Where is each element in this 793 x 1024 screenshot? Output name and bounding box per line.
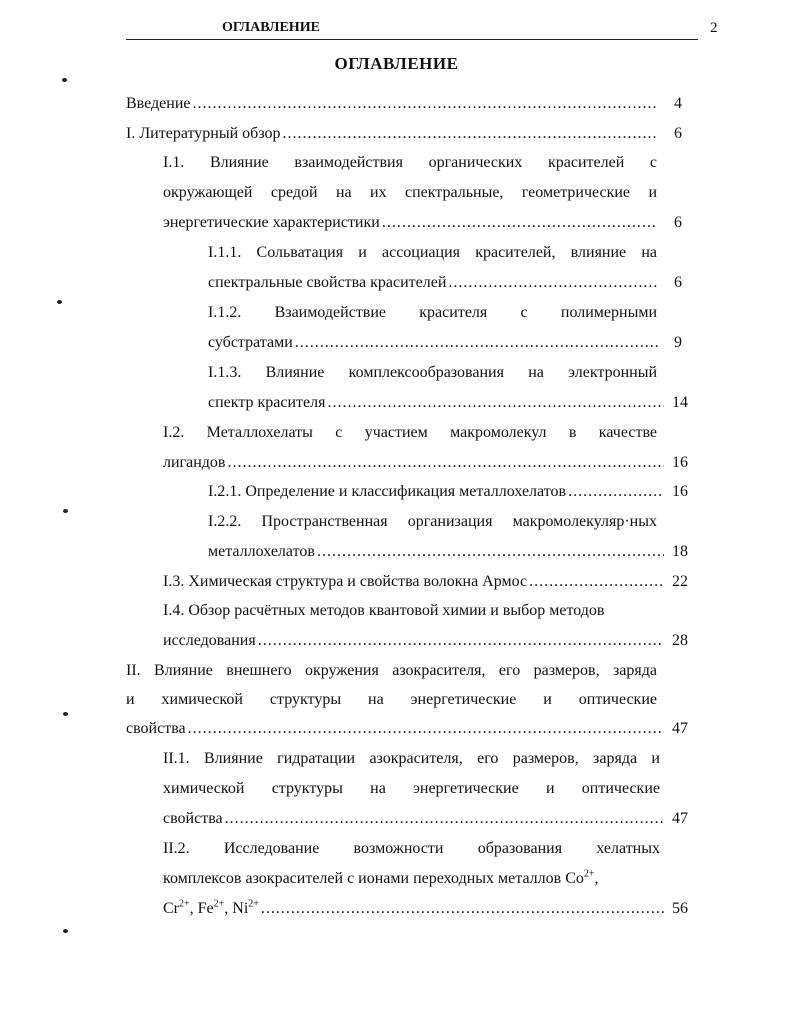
toc-entry-2-1-line2: химической структуры на энергетические и оптические — [163, 780, 660, 797]
running-header-title: ОГЛАВЛЕНИЕ — [222, 20, 320, 35]
toc-entry-1-2-2-line1: I.2.2. Пространственная организация макромолекуляр·ных — [208, 513, 657, 530]
toc-entry-1-1-line3: энергетические характеристики ..... 6 — [163, 211, 682, 235]
toc-entry-1-3: I.3. Химическая структура и свойства волокна Армос ..... 22 — [163, 570, 688, 594]
toc-entry-2-1-line3: свойства ..... 47 — [163, 807, 688, 831]
toc-entry-1-2-line2: лигандов ..... 16 — [163, 451, 688, 475]
scan-speck — [63, 712, 68, 716]
scan-speck — [63, 509, 68, 513]
scan-speck — [62, 78, 67, 82]
toc-entry-1-1-2-line2: субстратами ..... 9 — [208, 331, 682, 355]
toc-entry-2-line2: и химической структуры на энергетические и оптические — [126, 691, 657, 708]
page-number: 2 — [710, 20, 718, 36]
toc-entry-1-2-1: I.2.1. Определение и классификация металлохелатов ..... 16 — [208, 480, 688, 504]
header-divider — [126, 39, 698, 40]
toc-entry-2-line3: свойства ..... 47 — [126, 717, 688, 741]
toc-entry-1-2-line1: I.2. Металлохелаты с участием макромолекул в качестве — [163, 424, 657, 441]
toc-entry-2-2-line3: $Cr^{2+}$, $Fe^{2+}$, $Ni^{2+}$ ..... 56 — [163, 897, 688, 921]
toc-entry-2-line1: II. Влияние внешнего окружения азокрасителя, его размеров, заряда — [126, 662, 657, 679]
toc-entry-1-1-line1: I.1. Влияние взаимодействия органических красителей с — [163, 154, 657, 171]
toc-entry-1-1-1-line1: I.1.1. Сольватация и ассоциация красителей, влияние на — [208, 244, 657, 261]
toc-entry-1-1-2-line1: I.1.2. Взаимодействие красителя с полимерными — [208, 304, 657, 321]
scan-speck — [57, 300, 62, 304]
toc-entry-intro: Введение ..... 4 — [126, 92, 682, 116]
page-title: ОГЛАВЛЕНИЕ — [334, 54, 459, 73]
toc-entry-lit-review: I. Литературный обзор ..... 6 — [126, 122, 682, 146]
toc-entry-1-4-line1: I.4. Обзор расчётных методов квантовой химии и выбор методов — [163, 602, 605, 619]
toc-entry-1-1-1-line2: спектральные свойства красителей ..... 6 — [208, 271, 682, 295]
toc-entry-1-2-2-line2: металлохелатов ..... 18 — [208, 540, 688, 564]
scan-speck — [63, 929, 68, 933]
toc-entry-2-1-line1: II.1. Влияние гидратации азокрасителя, его размеров, заряда и — [163, 750, 660, 767]
toc-entry-1-1-3-line1: I.1.3. Влияние комплексообразования на электронный — [208, 364, 657, 381]
toc-entry-1-1-line2: окружающей средой на их спектральные, геометрические и — [163, 184, 657, 201]
toc-entry-1-1-3-line2: спектр красителя ..... 14 — [208, 391, 688, 415]
toc-entry-2-2-line2: комплексов азокрасителей с ионами переходных металлов $Co^{2+}$, — [163, 868, 599, 887]
toc-entry-2-2-line1: II.2. Исследование возможности образования хелатных — [163, 840, 660, 857]
toc-entry-1-4-line2: исследования ..... 28 — [163, 629, 688, 653]
